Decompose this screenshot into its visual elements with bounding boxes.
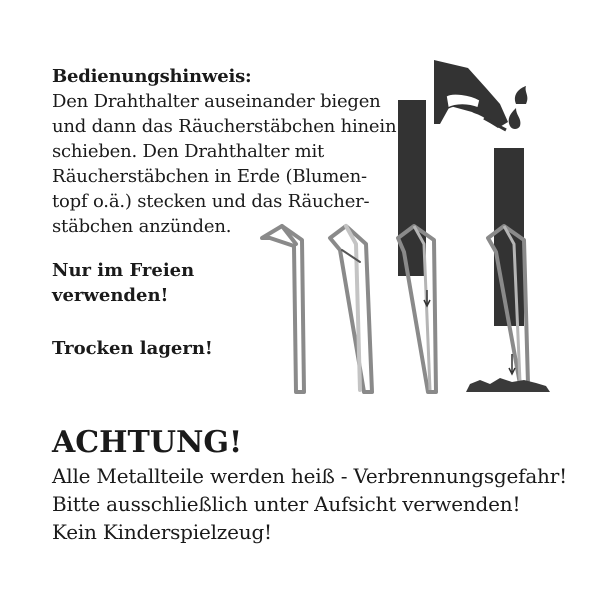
instructions-line: und dann das Räucherstäbchen hinein <box>52 116 397 137</box>
outdoor-notice-line-1: Nur im Freien <box>52 260 195 281</box>
holder-in-soil <box>466 148 550 392</box>
flame-icon <box>509 108 521 129</box>
instructions-line: topf o.ä.) stecken und das Räucher- <box>52 191 370 212</box>
keep-dry-notice: Trocken lagern! <box>52 338 213 359</box>
warning-line-supervision: Bitte ausschließlich unter Aufsicht verwenden! <box>52 492 521 516</box>
wire-holder-closed <box>262 226 304 392</box>
instructions-heading: Bedienungshinweis: <box>52 66 252 87</box>
warning-line-not-a-toy: Kein Kinderspielzeug! <box>52 520 272 544</box>
instructions-line: Den Drahthalter auseinander biegen <box>52 91 381 112</box>
instructions-line: stäbchen anzünden. <box>52 216 232 237</box>
warning-title: ACHTUNG! <box>52 425 243 460</box>
instructions-line: schieben. Den Drahthalter mit <box>52 141 325 162</box>
soil-mound <box>466 378 550 392</box>
wire-holder-open <box>330 226 372 392</box>
outdoor-use-notice <box>52 258 194 308</box>
warning-block <box>52 424 592 546</box>
outdoor-notice-line-2: verwenden! <box>52 285 169 306</box>
holder-with-stick <box>398 100 436 392</box>
usage-illustration <box>250 55 560 405</box>
instructions-line: Räucherstäbchen in Erde (Blumen- <box>52 166 367 187</box>
warning-line-hot-metal: Alle Metallteile werden heiß - Verbrennungsgefahr! <box>52 464 567 488</box>
hand-with-match-icon <box>434 60 527 130</box>
